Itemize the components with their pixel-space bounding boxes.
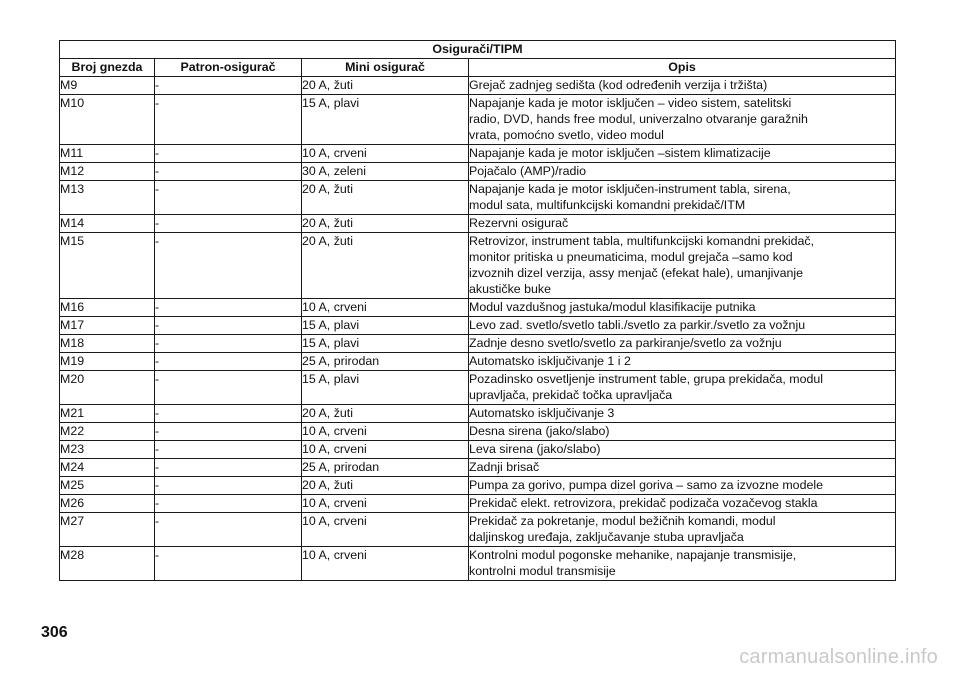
mini-fuse-cell: 15 A, plavi <box>302 317 469 335</box>
description-line: Zadnje desno svetlo/svetlo za parkiranje/svetlo za vožnju <box>469 336 782 350</box>
mini-fuse-cell: 15 A, plavi <box>302 371 469 405</box>
description-line: Prekidač elekt. retrovizora, prekidač podizača vozačevog stakla <box>469 496 818 510</box>
description-cell <box>469 163 896 181</box>
slot-cell: M24 <box>60 459 155 477</box>
slot-cell: M12 <box>60 163 155 181</box>
slot-cell: M18 <box>60 335 155 353</box>
mini-fuse-cell: 10 A, crveni <box>302 547 469 581</box>
page-number: 306 <box>41 624 68 641</box>
description-line: Levo zad. svetlo/svetlo tabli./svetlo za parkir./svetlo za vožnju <box>469 318 806 332</box>
table-row <box>60 181 896 215</box>
description-cell <box>469 95 896 145</box>
mini-fuse-cell: 30 A, zeleni <box>302 163 469 181</box>
slot-cell: M28 <box>60 547 155 581</box>
description-line: Retrovizor, instrument tabla, multifunkcijski komandni prekidač, <box>469 234 815 248</box>
cartridge-cell: - <box>155 335 302 353</box>
table-row <box>60 317 896 335</box>
cartridge-cell: - <box>155 77 302 95</box>
cartridge-cell: - <box>155 423 302 441</box>
description-line: Napajanje kada je motor isključen-instrument tabla, sirena, <box>469 182 791 196</box>
description-line: Leva sirena (jako/slabo) <box>469 442 601 456</box>
slot-cell: M11 <box>60 145 155 163</box>
table-row <box>60 371 896 405</box>
description-line: Modul vazdušnog jastuka/modul klasifikacije putnika <box>469 300 756 314</box>
mini-fuse-cell: 10 A, crveni <box>302 495 469 513</box>
table-row <box>60 513 896 547</box>
slot-cell: M21 <box>60 405 155 423</box>
mini-fuse-cell: 20 A, žuti <box>302 477 469 495</box>
description-line: Rezervni osigurač <box>469 216 569 230</box>
description-cell <box>469 405 896 423</box>
cartridge-cell: - <box>155 163 302 181</box>
cartridge-cell: - <box>155 405 302 423</box>
description-line: Pozadinsko osvetljenje instrument table, grupa prekidača, modul <box>469 372 824 386</box>
header-mini: Mini osigurač <box>302 59 469 77</box>
table-row <box>60 335 896 353</box>
cartridge-cell: - <box>155 145 302 163</box>
description-cell <box>469 145 896 163</box>
table-title: Osigurači/TIPM <box>60 41 896 59</box>
table-row <box>60 423 896 441</box>
description-line: radio, DVD, hands free modul, univerzalno otvaranje garažnih <box>469 112 808 126</box>
cartridge-cell: - <box>155 95 302 145</box>
description-cell <box>469 77 896 95</box>
table-row <box>60 145 896 163</box>
slot-cell: M27 <box>60 513 155 547</box>
slot-cell: M17 <box>60 317 155 335</box>
slot-cell: M14 <box>60 215 155 233</box>
description-line: Automatsko isključivanje 1 i 2 <box>469 354 631 368</box>
cartridge-cell: - <box>155 233 302 299</box>
cartridge-cell: - <box>155 441 302 459</box>
description-cell <box>469 233 896 299</box>
table-row <box>60 77 896 95</box>
description-cell <box>469 513 896 547</box>
description-cell <box>469 317 896 335</box>
mini-fuse-cell: 20 A, žuti <box>302 233 469 299</box>
description-line: izvoznih dizel verzija, assy menjač (efekat hale), umanjivanje <box>469 266 804 280</box>
slot-cell: M13 <box>60 181 155 215</box>
description-cell <box>469 423 896 441</box>
mini-fuse-cell: 10 A, crveni <box>302 423 469 441</box>
cartridge-cell: - <box>155 371 302 405</box>
description-line: Kontrolni modul pogonske mehanike, napajanje transmisije, <box>469 548 797 562</box>
table-row <box>60 495 896 513</box>
mini-fuse-cell: 10 A, crveni <box>302 441 469 459</box>
table-row <box>60 405 896 423</box>
description-line: Zadnji brisač <box>469 460 540 474</box>
slot-cell: M15 <box>60 233 155 299</box>
slot-cell: M25 <box>60 477 155 495</box>
cartridge-cell: - <box>155 181 302 215</box>
description-cell <box>469 477 896 495</box>
mini-fuse-cell: 15 A, plavi <box>302 95 469 145</box>
cartridge-cell: - <box>155 513 302 547</box>
slot-cell: M22 <box>60 423 155 441</box>
table-row <box>60 95 896 145</box>
description-cell <box>469 371 896 405</box>
watermark: carmanualsonline.info <box>739 646 938 668</box>
cartridge-cell: - <box>155 299 302 317</box>
description-cell <box>469 547 896 581</box>
cartridge-cell: - <box>155 495 302 513</box>
table-row <box>60 477 896 495</box>
description-cell <box>469 441 896 459</box>
cartridge-cell: - <box>155 353 302 371</box>
description-line: upravljača, prekidač točka upravljača <box>469 388 673 402</box>
cartridge-cell: - <box>155 547 302 581</box>
cartridge-cell: - <box>155 477 302 495</box>
description-line: modul sata, multifunkcijski komandni prekidač/ITM <box>469 198 746 212</box>
header-description: Opis <box>469 59 896 77</box>
description-cell <box>469 495 896 513</box>
description-line: Napajanje kada je motor isključen – video sistem, satelitski <box>469 96 792 110</box>
slot-cell: M20 <box>60 371 155 405</box>
mini-fuse-cell: 10 A, crveni <box>302 299 469 317</box>
description-cell <box>469 181 896 215</box>
mini-fuse-cell: 25 A, prirodan <box>302 353 469 371</box>
mini-fuse-cell: 20 A, žuti <box>302 405 469 423</box>
mini-fuse-cell: 10 A, crveni <box>302 513 469 547</box>
description-line: Pumpa za gorivo, pumpa dizel goriva – samo za izvozne modele <box>469 478 824 492</box>
slot-cell: M10 <box>60 95 155 145</box>
description-cell <box>469 353 896 371</box>
description-line: akustičke buke <box>469 282 551 296</box>
header-slot: Broj gnezda <box>60 59 155 77</box>
description-cell <box>469 335 896 353</box>
fuse-table <box>59 40 896 581</box>
table-row <box>60 353 896 371</box>
description-line: Automatsko isključivanje 3 <box>469 406 615 420</box>
description-line: Grejač zadnjeg sedišta (kod određenih verzija i tržišta) <box>469 78 768 92</box>
slot-cell: M19 <box>60 353 155 371</box>
description-line: vrata, pomoćno svetlo, video modul <box>469 128 664 142</box>
description-line: Napajanje kada je motor isključen –sistem klimatizacije <box>469 146 771 160</box>
mini-fuse-cell: 20 A, žuti <box>302 181 469 215</box>
slot-cell: M23 <box>60 441 155 459</box>
table-row <box>60 299 896 317</box>
slot-cell: M26 <box>60 495 155 513</box>
description-line: Pojačalo (AMP)/radio <box>469 164 587 178</box>
description-cell <box>469 459 896 477</box>
cartridge-cell: - <box>155 459 302 477</box>
description-cell <box>469 215 896 233</box>
table-row <box>60 233 896 299</box>
cartridge-cell: - <box>155 317 302 335</box>
description-line: monitor pritiska u pneumaticima, modul grejača –samo kod <box>469 250 793 264</box>
mini-fuse-cell: 25 A, prirodan <box>302 459 469 477</box>
slot-cell: M16 <box>60 299 155 317</box>
table-row <box>60 163 896 181</box>
mini-fuse-cell: 20 A, žuti <box>302 215 469 233</box>
mini-fuse-cell: 10 A, crveni <box>302 145 469 163</box>
description-line: Desna sirena (jako/slabo) <box>469 424 610 438</box>
table-row <box>60 547 896 581</box>
mini-fuse-cell: 20 A, žuti <box>302 77 469 95</box>
description-line: daljinskog uređaja, zaključavanje stuba upravljača <box>469 530 744 544</box>
fuse-table-body <box>60 77 896 581</box>
description-cell <box>469 299 896 317</box>
mini-fuse-cell: 15 A, plavi <box>302 335 469 353</box>
table-row <box>60 459 896 477</box>
table-row <box>60 441 896 459</box>
description-line: kontrolni modul transmisije <box>469 564 616 578</box>
header-cartridge: Patron-osigurač <box>155 59 302 77</box>
table-row <box>60 215 896 233</box>
cartridge-cell: - <box>155 215 302 233</box>
slot-cell: M9 <box>60 77 155 95</box>
description-line: Prekidač za pokretanje, modul bežičnih komandi, modul <box>469 514 776 528</box>
